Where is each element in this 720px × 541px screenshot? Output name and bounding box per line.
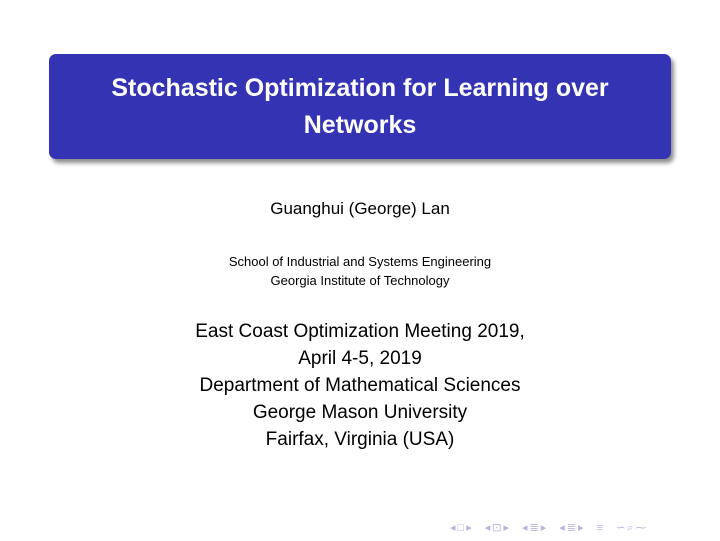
frame-prev-icon[interactable]: ◂ [450, 522, 456, 534]
slide-prev-icon[interactable]: ◂ [559, 522, 565, 534]
slide-next-icon[interactable]: ▸ [578, 522, 584, 534]
search-forward-icon[interactable]: ⁓ [635, 522, 647, 534]
event-university: George Mason University [252, 402, 468, 423]
section-next-icon[interactable]: ▸ [540, 522, 547, 534]
event-department: Department of Mathematical Sciences [199, 375, 521, 396]
affiliation-institute: Georgia Institute of Technology [270, 273, 450, 288]
appendix-icon[interactable]: ≡ [596, 522, 603, 534]
search-icon[interactable]: ⌕ [627, 522, 634, 534]
search-back-icon[interactable]: ∽ [615, 522, 626, 534]
author-name: Guanghui (George) Lan [270, 199, 450, 218]
subsection-prev-icon[interactable]: ◂ [484, 522, 491, 534]
event-date: April 4-5, 2019 [298, 348, 422, 369]
frame-next-icon[interactable]: ▸ [466, 522, 472, 534]
beamer-navigation-bar [450, 521, 646, 535]
affiliation-school: School of Industrial and Systems Engineering [228, 254, 492, 269]
slide-icon[interactable]: ≣ [566, 522, 577, 534]
section-prev-icon[interactable]: ◂ [522, 522, 528, 534]
frame-icon[interactable]: □ [457, 522, 465, 534]
event-location: Fairfax, Virginia (USA) [265, 429, 455, 450]
subsection-icon[interactable]: ⊡ [492, 522, 502, 534]
event-meeting: East Coast Optimization Meeting 2019, [195, 321, 525, 342]
title-box [49, 54, 671, 159]
slide-title: Stochastic Optimization for Learning over Networks [111, 73, 609, 139]
subsection-next-icon[interactable]: ▸ [503, 522, 509, 534]
section-icon[interactable]: ≣ [529, 522, 539, 534]
